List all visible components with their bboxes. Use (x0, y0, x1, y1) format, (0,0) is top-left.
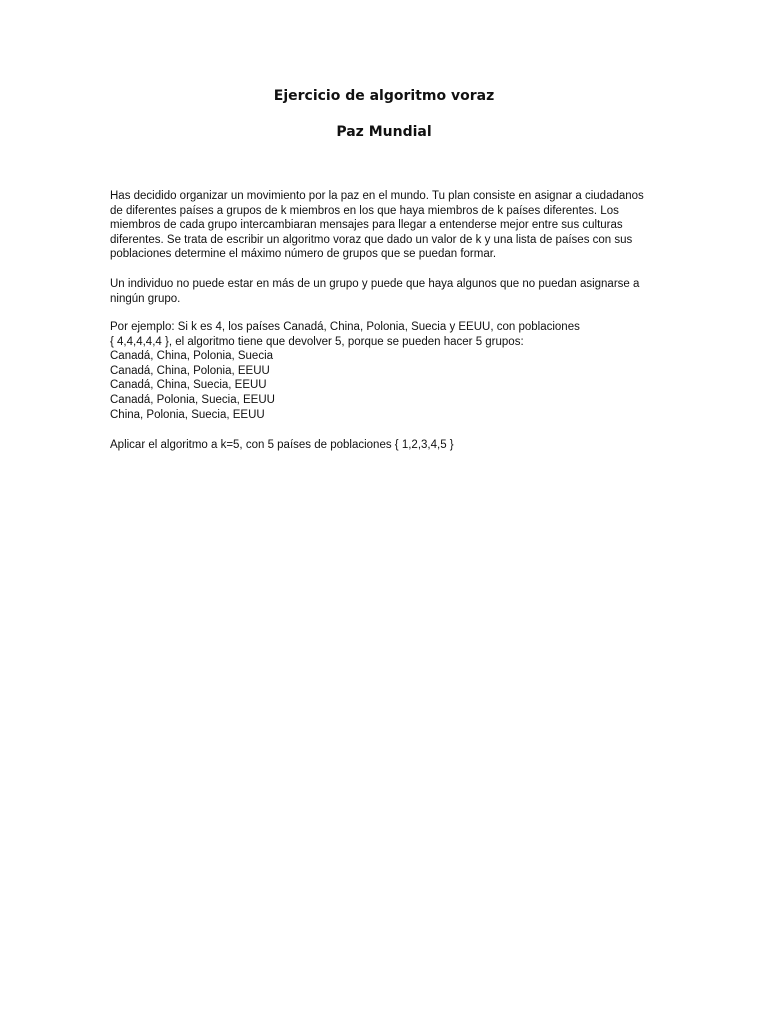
example-group: China, Polonia, Suecia, EEUU (110, 408, 265, 421)
constraint-paragraph (110, 277, 670, 306)
paragraph-line: diferentes. Se trata de escribir un algoritmo voraz que dado un valor de k y una lista de países con sus (110, 233, 633, 246)
document-title: Ejercicio de algoritmo voraz (273, 88, 495, 104)
example-group: Canadá, Polonia, Suecia, EEUU (110, 393, 275, 406)
document-subtitle: Paz Mundial (336, 124, 432, 140)
paragraph-line: Por ejemplo: Si k es 4, los países Canadá, China, Polonia, Suecia y EEUU, con poblaciones (110, 321, 580, 333)
task-paragraph (110, 438, 670, 453)
paragraph-line: Aplicar el algoritmo a k=5, con 5 países de poblaciones { 1,2,3,4,5 } (110, 439, 454, 451)
paragraph-line: Has decidido organizar un movimiento por la paz en el mundo. Tu plan consiste en asignar a ciudadanos (110, 190, 644, 202)
example-paragraph (110, 320, 670, 422)
paragraph-line: poblaciones determine el máximo número de grupos que se puedan formar. (110, 248, 497, 261)
paragraph-line: ningún grupo. (110, 292, 181, 305)
paragraph-line: de diferentes países a grupos de k miembros en los que haya miembros de k países diferentes. Los (110, 204, 619, 217)
intro-paragraph (110, 189, 670, 262)
paragraph-line: miembros de cada grupo intercambiaran mensajes para llegar a entenderse mejor entre sus culturas (110, 219, 623, 232)
example-group: Canadá, China, Suecia, EEUU (110, 379, 267, 392)
example-group: Canadá, China, Polonia, EEUU (110, 364, 270, 377)
example-group: Canadá, China, Polonia, Suecia (110, 350, 274, 363)
paragraph-line: Un individuo no puede estar en más de un grupo y puede que haya algunos que no puedan asignarse a (110, 278, 640, 290)
paragraph-line: { 4,4,4,4,4 }, el algoritmo tiene que devolver 5, porque se pueden hacer 5 grupos: (110, 335, 524, 348)
